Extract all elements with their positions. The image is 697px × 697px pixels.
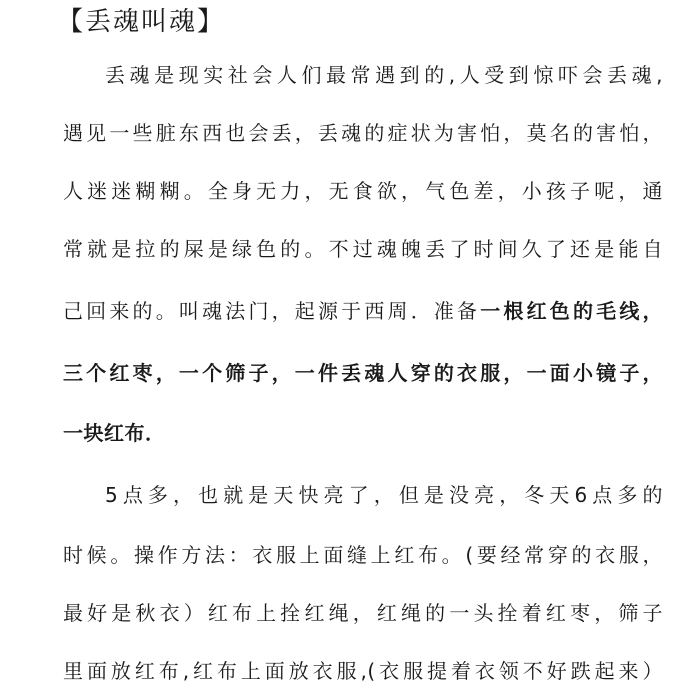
paragraph1-line6: 三个红枣，一个筛子，一件丢魂人穿的衣服，一面小镜子，: [63, 361, 663, 385]
paragraph1-line1: 丢魂是现实社会人们最常遇到的,人受到惊吓会丢魂,: [105, 63, 663, 87]
paragraph1-line7: 一块红布．: [63, 421, 166, 445]
paragraph1-line2: 遇见一些脏东西也会丢，丢魂的症状为害怕，莫名的害怕，: [63, 121, 663, 145]
paragraph1-line5-bold: 一根红色的毛线，: [480, 299, 664, 323]
paragraph2-line1: 5点多，也就是天快亮了，但是没亮，冬天6点多的: [105, 483, 663, 507]
paragraph1-line4: 常就是拉的屎是绿色的。不过魂魄丢了时间久了还是能自: [63, 237, 663, 261]
paragraph1-line5: [63, 296, 663, 326]
paragraph2-line2: 时候。操作方法：衣服上面缝上红布。(要经常穿的衣服，: [63, 543, 663, 567]
paragraph2-line3: 最好是秋衣）红布上拴红绳，红绳的一头拴着红枣，筛子: [63, 601, 663, 625]
paragraph2-line4: 里面放红布,红布上面放衣服,(衣服提着衣领不好跌起来）: [63, 659, 663, 683]
paragraph1-line3: 人迷迷糊糊。全身无力，无食欲，气色差，小孩子呢，通: [63, 179, 663, 203]
paragraph1-line5-normal: 己回来的。叫魂法门，起源于西周．准备: [63, 299, 481, 323]
document-title: 【丢魂叫魂】: [57, 7, 226, 37]
